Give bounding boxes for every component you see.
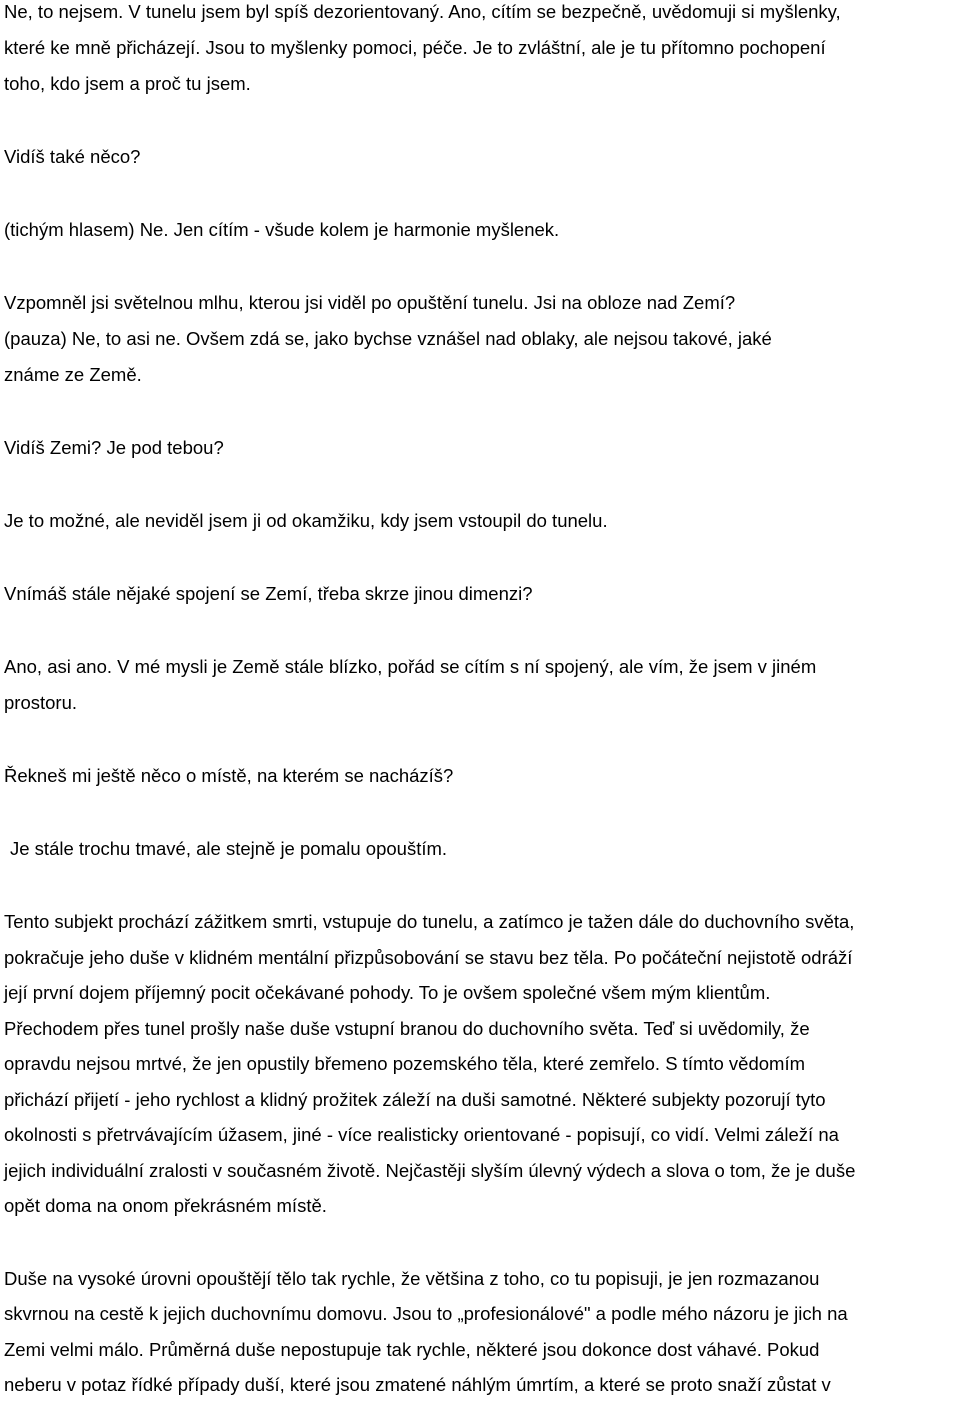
text-line: Řekneš mi ještě něco o místě, na kterém se nacházíš? bbox=[4, 765, 454, 786]
text-line: Vnímáš stále nějaké spojení se Zemí, třeba skrze jinou dimenzi? bbox=[4, 583, 533, 604]
paragraph-4 bbox=[4, 285, 959, 321]
text-line: jejich individuální zralosti v současném životě. Nejčastěji slyším úlevný výdech a slova o tom, že je duše bbox=[4, 1159, 856, 1181]
paragraph-5 bbox=[4, 321, 959, 393]
paragraph-10 bbox=[4, 758, 959, 794]
paragraph-8 bbox=[4, 576, 959, 612]
text-line: Tento subjekt prochází zážitkem smrti, vstupuje do tunelu, a zatímco je tažen dále do duchovního světa, bbox=[4, 911, 855, 932]
paragraph-2 bbox=[4, 139, 959, 175]
text-line: neberu v potaz řídké případy duší, které jsou zmatené náhlým úmrtím, a které se proto snaží zůstat v bbox=[4, 1374, 831, 1395]
text-line: Přechodem přes tunel prošly naše duše vstupní branou do duchovního světa. Teď si uvědomily, že bbox=[4, 1017, 810, 1039]
text-line: toho, kdo jsem a proč tu jsem. bbox=[4, 73, 251, 94]
text-line: Zemi velmi málo. Průměrná duše nepostupuje tak rychle, některé jsou dokonce dost váhavé. Pokud bbox=[4, 1338, 820, 1360]
text-line: okolnosti s přetrvávajícím úžasem, jiné - více realisticky orientované - popisují, co vidí. Velmi záleží na bbox=[4, 1124, 839, 1145]
text-line: Je to možné, ale neviděl jsem ji od okamžiku, kdy jsem vstoupil do tunelu. bbox=[4, 510, 608, 531]
paragraph-9 bbox=[4, 649, 959, 721]
paragraph-11 bbox=[4, 831, 959, 867]
text-line: její první dojem příjemný pocit očekávané pohody. To je ovšem společné všem mým klientům. bbox=[4, 982, 771, 1003]
text-line: opravdu nejsou mrtvé, že jen opustily břemeno pozemského těla, které zemřelo. S tímto vědomím bbox=[4, 1053, 806, 1074]
text-line: skvrnou na cestě k jejich duchovnímu domovu. Jsou to „profesionálové" a podle mého názoru je jich na bbox=[4, 1303, 848, 1324]
paragraph-1 bbox=[4, 0, 959, 102]
text-line: známe ze Země. bbox=[4, 364, 142, 385]
text-line: (pauza) Ne, to asi ne. Ovšem zdá se, jako bychse vznášel nad oblaky, ale nejsou takové, jaké bbox=[4, 328, 772, 349]
paragraph-6 bbox=[4, 430, 959, 466]
text-line: prostoru. bbox=[4, 692, 78, 713]
text-line: Vidíš také něco? bbox=[4, 146, 141, 167]
text-line: které ke mně přicházejí. Jsou to myšlenky pomoci, péče. Je to zvláštní, ale je tu přítomno pochopení bbox=[4, 37, 826, 58]
text-line: opět doma na onom překrásném místě. bbox=[4, 1195, 327, 1216]
paragraph-13 bbox=[4, 1261, 959, 1403]
text-line: Vidíš Zemi? Je pod tebou? bbox=[4, 437, 224, 458]
paragraph-12 bbox=[4, 904, 959, 1224]
document-page bbox=[4, 0, 959, 1403]
text-line: pokračuje jeho duše v klidném mentální přizpůsobování se stavu bez těla. Po počáteční nejistotě odráží bbox=[4, 946, 853, 968]
paragraph-3 bbox=[4, 212, 959, 248]
text-line: Je stále trochu tmavé, ale stejně je pomalu opouštím. bbox=[10, 838, 448, 859]
text-line: Ano, asi ano. V mé mysli je Země stále blízko, pořád se cítím s ní spojený, ale vím, že jsem v jiném bbox=[4, 656, 817, 677]
text-line: Duše na vysoké úrovni opouštějí tělo tak rychle, že většina z toho, co tu popisuji, je jen rozmazanou bbox=[4, 1267, 820, 1289]
text-line: Ne, to nejsem. V tunelu jsem byl spíš dezorientovaný. Ano, cítím se bezpečně, uvědomuji si myšlenky, bbox=[4, 1, 841, 22]
text-line: přichází přijetí - jeho rychlost a klidný prožitek záleží na duši samotné. Některé subjekty pozorují tyto bbox=[4, 1088, 826, 1110]
text-line: (tichým hlasem) Ne. Jen cítím - všude kolem je harmonie myšlenek. bbox=[4, 219, 560, 240]
paragraph-7 bbox=[4, 503, 959, 539]
text-line: Vzpomněl jsi světelnou mlhu, kterou jsi viděl po opuštění tunelu. Jsi na obloze nad Zemí? bbox=[4, 292, 736, 313]
